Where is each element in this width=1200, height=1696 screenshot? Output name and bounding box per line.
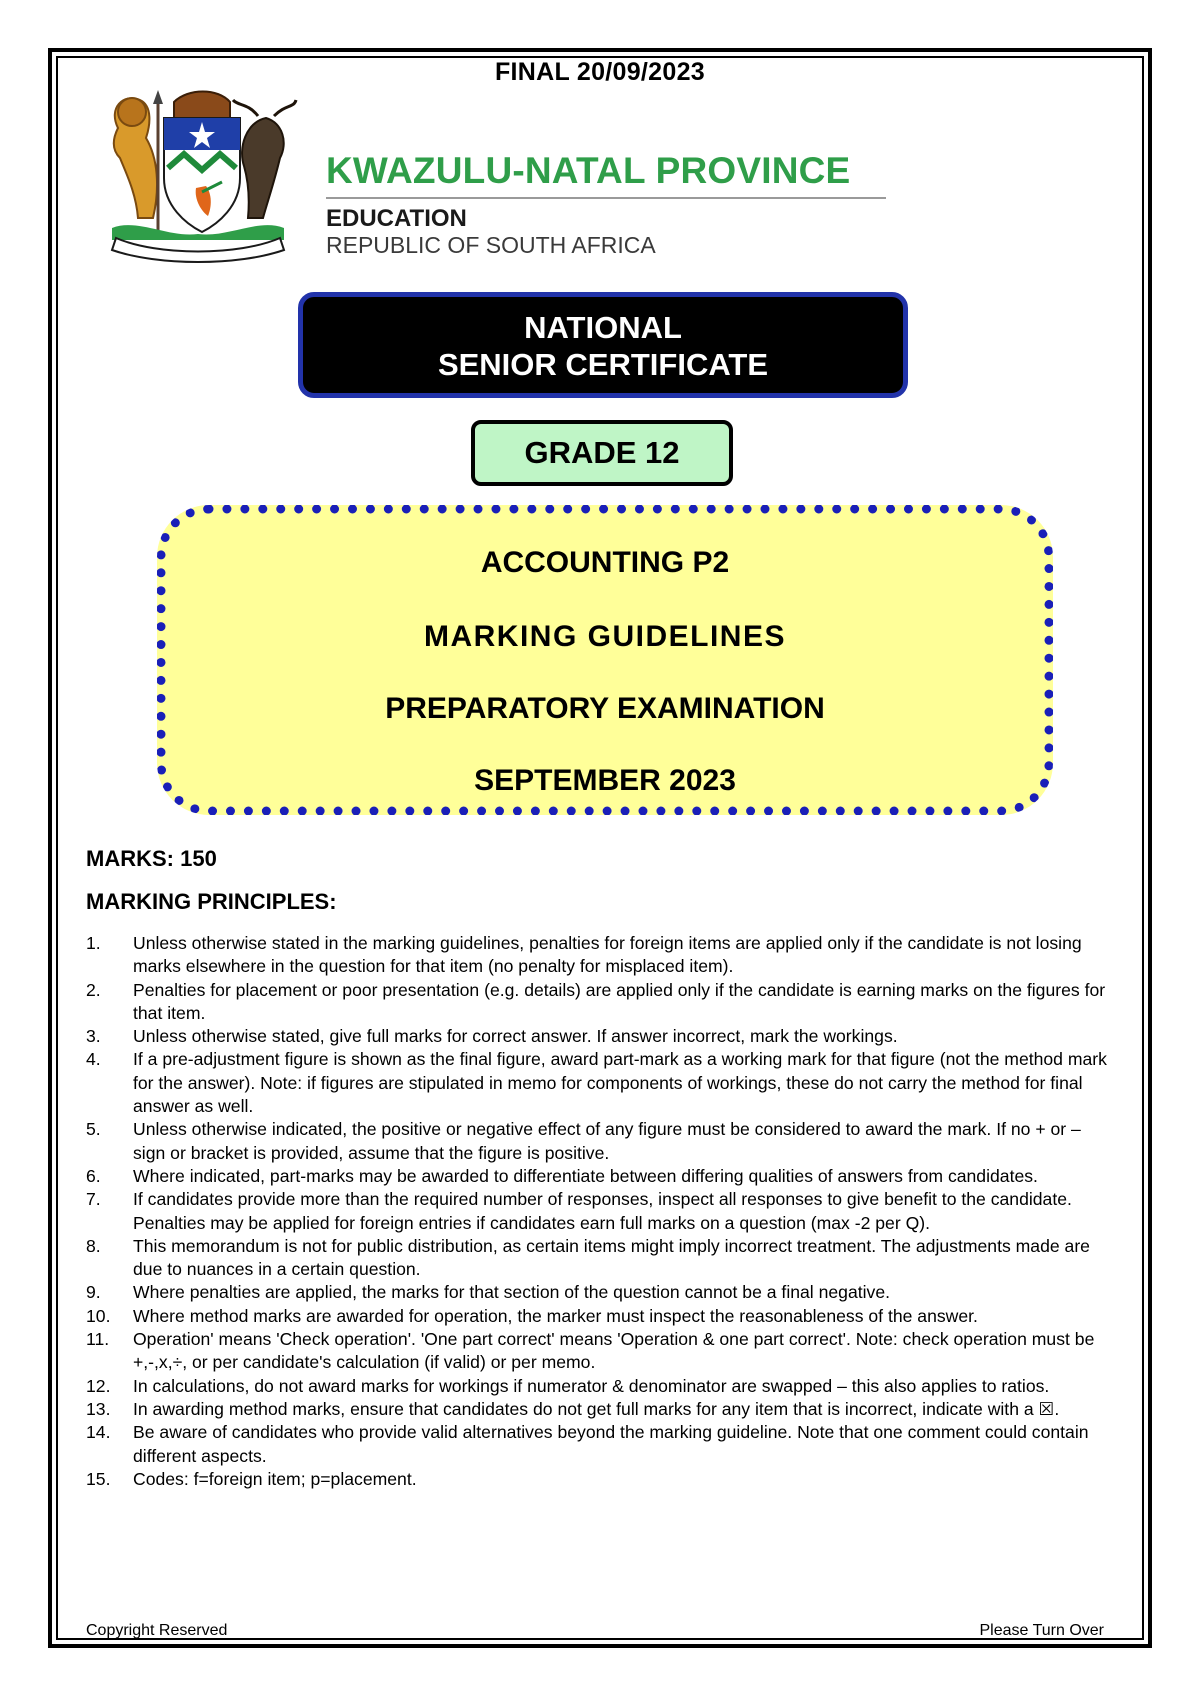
list-item: 1. Unless otherwise stated in the marking guidelines, penalties for foreign items are applied only if the candidate is not losing marks elsewhere in the question for that item (no penalty for misplaced item). — [86, 933, 1082, 977]
subject-title: ACCOUNTING P2 — [480, 546, 730, 579]
list-item: 8. This memorandum is not for public distribution, as certain items might imply incorrect treatment. The adjustments made are due to nuances in a certain question. — [86, 1235, 1090, 1280]
principles-heading: MARKING PRINCIPLES: — [86, 889, 337, 914]
exam-date: SEPTEMBER 2023 — [474, 764, 736, 797]
certificate-banner — [298, 292, 908, 398]
list-item: 13. In awarding method marks, ensure that candidates do not get full marks for any item that is incorrect, indicate with a ☒. — [86, 1398, 1060, 1419]
document-status: FINAL 20/09/2023 — [494, 58, 705, 86]
list-item: 12. In calculations, do not award marks for workings if numerator & denominator are swapped – this also applies to ratios. — [86, 1375, 1050, 1396]
document-type: MARKING GUIDELINES — [423, 620, 786, 653]
principles-list — [86, 932, 1116, 1491]
total-marks: MARKS: 150 — [86, 846, 217, 871]
grade-badge: GRADE 12 — [471, 420, 733, 486]
exam-name: PREPARATORY EXAMINATION — [385, 692, 825, 725]
list-item: 15. Codes: f=foreign item; p=placement. — [86, 1468, 417, 1489]
list-item: 5. Unless otherwise indicated, the positive or negative effect of any figure must be considered to award the mark. If no + or – sign or bracket is provided, assume that the figure is positive. — [86, 1119, 1081, 1163]
department-label: EDUCATION — [326, 205, 467, 232]
country-label: REPUBLIC OF SOUTH AFRICA — [326, 232, 656, 258]
certificate-line-1: NATIONAL — [524, 310, 682, 345]
list-item: 9. Where penalties are applied, the marks for that section of the question cannot be a final negative. — [86, 1282, 890, 1303]
kzn-coat-of-arms-icon — [98, 88, 298, 263]
subject-panel — [157, 505, 1053, 815]
turn-over-notice: Please Turn Over — [979, 1622, 1104, 1639]
province-divider — [326, 197, 886, 199]
list-item: 10. Where method marks are awarded for operation, the marker must inspect the reasonableness of the answer. — [86, 1305, 978, 1326]
list-item: 6. Where indicated, part-marks may be awarded to differentiate between differing qualities of answers from candidates. — [86, 1165, 1038, 1186]
list-item: 14. Be aware of candidates who provide valid alternatives beyond the marking guideline. Note that one comment could contain different aspects. — [86, 1422, 1089, 1466]
province-title: KWAZULU-NATAL PROVINCE — [326, 150, 851, 191]
copyright-notice: Copyright Reserved — [86, 1622, 228, 1639]
list-item: 3. Unless otherwise stated, give full marks for correct answer. If answer incorrect, mark the workings. — [86, 1026, 898, 1047]
list-item: 11. Operation' means 'Check operation'. 'One part correct' means 'Operation & one part correct'. Note: check operation must be +,-,x,÷, or per candidate's calculation (if valid) or per memo. — [86, 1329, 1095, 1373]
list-item: 2. Penalties for placement or poor presentation (e.g. details) are applied only if the candidate is earning marks on the figures for that item. — [86, 979, 1106, 1023]
certificate-line-2: SENIOR CERTIFICATE — [437, 347, 769, 382]
list-item: 4. If a pre-adjustment figure is shown as the final figure, award part-mark as a working mark for that figure (not the method mark for the answer). Note: if figures are stipulated in memo for components of workings, these do not carry the method for final answer as well. — [86, 1049, 1107, 1117]
list-item: 7. If candidates provide more than the required number of responses, inspect all responses to give benefit to the candidate. Penalties may be applied for foreign entries if candidates earn full marks on a question (max -2 per Q). — [86, 1189, 1072, 1233]
